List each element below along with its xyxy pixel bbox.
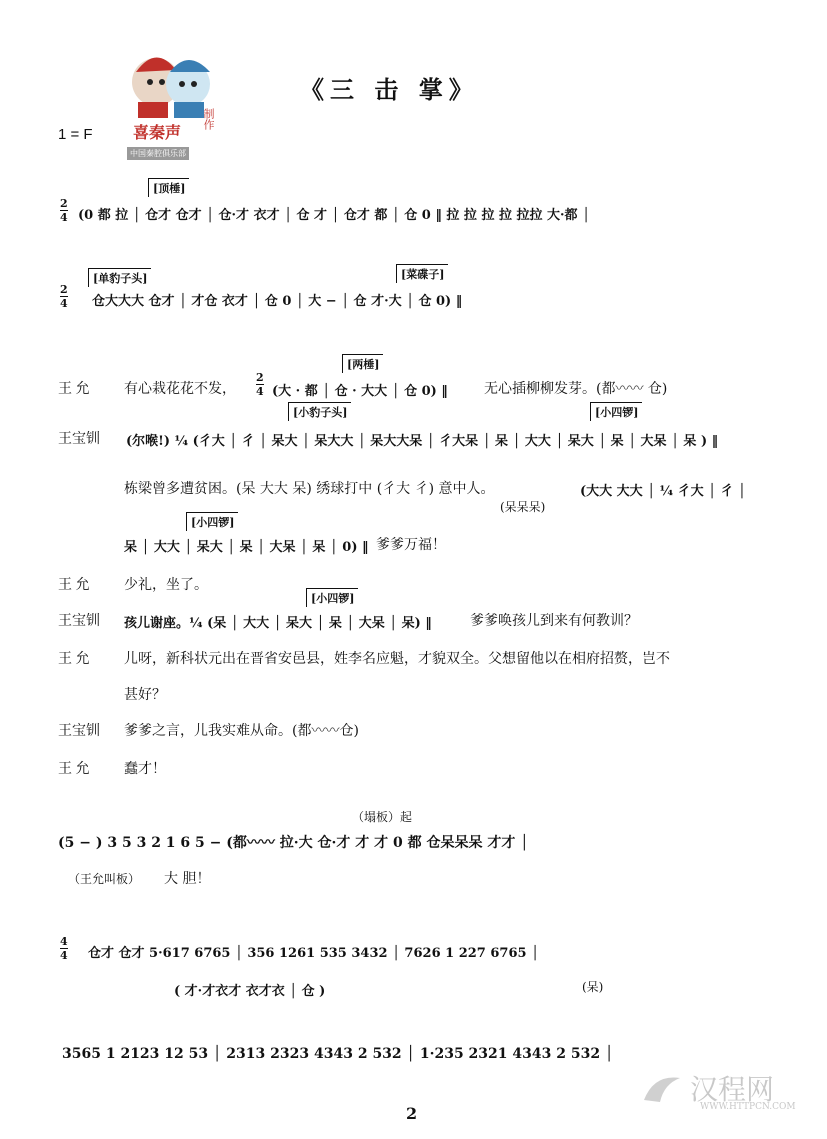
time-signature-3: 2 4 (256, 371, 264, 398)
speaker-wangyun: 王 允 (58, 382, 90, 397)
label-xiaobaozitou: [小豹子头] (288, 402, 351, 421)
speaker-wangbaochuan: 王宝钏 (58, 432, 100, 447)
page-title: 《三 击 掌》 (300, 75, 479, 104)
time-signature: 2 4 (60, 197, 68, 224)
speaker-wangyun: 王 允 (58, 762, 90, 777)
speaker-wangyun: 王 允 (58, 652, 90, 667)
lyric-line: 少礼，坐了。 (124, 577, 208, 593)
label-dingchui: [顶棰] (148, 178, 189, 197)
page-number: 2 (406, 1104, 418, 1123)
lyric-line: 栋梁曾多遭贫困。(呆 大大 呆) 绣球打中 (彳大 彳) 意中人。 (124, 481, 495, 497)
lyric-line: 爹爹唤孩儿到来有何教训？ (470, 613, 638, 629)
score-row-5: (大大 大大 │ ¼ 彳大 │ 彳 │ (580, 484, 746, 499)
label-caidiezi: [菜碟子] (396, 264, 448, 283)
watermark-text: 汉程网 (690, 1074, 775, 1105)
watermark-url: WWW.HTTPCN.COM (700, 1102, 796, 1112)
logo-image (126, 42, 220, 162)
label-xiaosiluo: [小四锣] (590, 402, 642, 421)
logo-name: 喜秦声 (133, 123, 182, 142)
score-row-8: 孩儿谢座。¼ (呆 │ 大大 │ 呆大 │ 呆 │ 大呆 │ 呆) ‖ (124, 616, 432, 631)
logo-sub: 中国秦腔俱乐部 (127, 147, 189, 160)
lyric-line: 无心插柳柳发芽。(都〰〰 仓) (484, 381, 668, 397)
lyric-line: 爹爹万福！ (376, 537, 446, 553)
label-taban: （塌板）起 (352, 810, 413, 824)
label-xiaosiluo: [小四锣] (186, 512, 238, 531)
score-row-12: (5 − ) 3 5 3 2 1 6 5 − (都〰〰 拉·大 仓·才 才 才 0 都 仓呆呆呆 才才 │ (58, 835, 529, 851)
label-danbaozitou: [单豹子头] (88, 268, 151, 287)
lyric-line: 有心栽花花不发， (124, 381, 236, 397)
lyric-line: 儿呀，新科状元出在晋省安邑县，姓李名应魁，才貌双全。父想留他以在相府招赘，岂不 (124, 651, 670, 667)
score-row-15: 3565 1 2123 12 53 │ 2313 2323 4343 2 532 │ 1·235 2321 4343 2 532 │ (62, 1046, 614, 1062)
lyric-line: 大 胆！ (164, 871, 211, 887)
watermark-icon (640, 1070, 684, 1108)
score-row-6: 呆 │ 大大 │ 呆大 │ 呆 │ 大呆 │ 呆 │ 0) ‖ (124, 540, 369, 555)
score-row-14b: ( 才·才衣才 衣才衣 │ 仓 ) (174, 984, 326, 999)
score-note: (呆) (582, 980, 604, 994)
score-row-2: 仓大大大 仓才 │ 才仓 衣才 │ 仓 0 │ 大 − │ 仓 才·大 │ 仓 0) ‖ (92, 294, 463, 309)
lyric-line: 甚好？ (124, 687, 166, 703)
speaker-wangbaochuan: 王宝钏 (58, 724, 100, 739)
score-row-4: (尔喉!) ¼ (彳大 │ 彳 │ 呆大 │ 呆大大 │ 呆大大呆 │ 彳大呆 │ 呆 │ 大大 │ 呆大 │ 呆 │ 大呆 │ 呆 ) ‖ (126, 434, 719, 449)
score-row-14: 仓才 仓才 5·617 6765 │ 356 1261 535 3432 │ 7626 1 227 6765 │ (88, 946, 539, 961)
key-signature: 1 = F (58, 126, 93, 143)
speaker-wangbaochuan: 王宝钏 (58, 614, 100, 629)
label-liangchui: [两棰] (342, 354, 383, 373)
score-row-3: (大 · 都 │ 仓 · 大大 │ 仓 0) ‖ (272, 384, 448, 399)
lyric-line: 爹爹之言，儿我实难从命。(都〰〰仓) (124, 723, 359, 739)
time-signature-2: 2 4 (60, 283, 68, 310)
logo-side: 制作 (202, 108, 215, 130)
time-signature-4: 4 4 (60, 935, 68, 962)
score-note: (呆呆呆) (500, 500, 546, 514)
label-xiaosiluo: [小四锣] (306, 588, 358, 607)
score-row-1: (0 都 拉 │ 仓才 仓才 │ 仓·才 衣才 │ 仓 才 │ 仓才 都 │ 仓 0 ‖ 拉 拉 拉 拉 拉拉 大·都 │ (78, 208, 590, 223)
speaker-wangyun: 王 允 (58, 578, 90, 593)
speaker-note: （王允叫板） (68, 872, 141, 886)
lyric-line: 蠢才！ (124, 761, 166, 777)
